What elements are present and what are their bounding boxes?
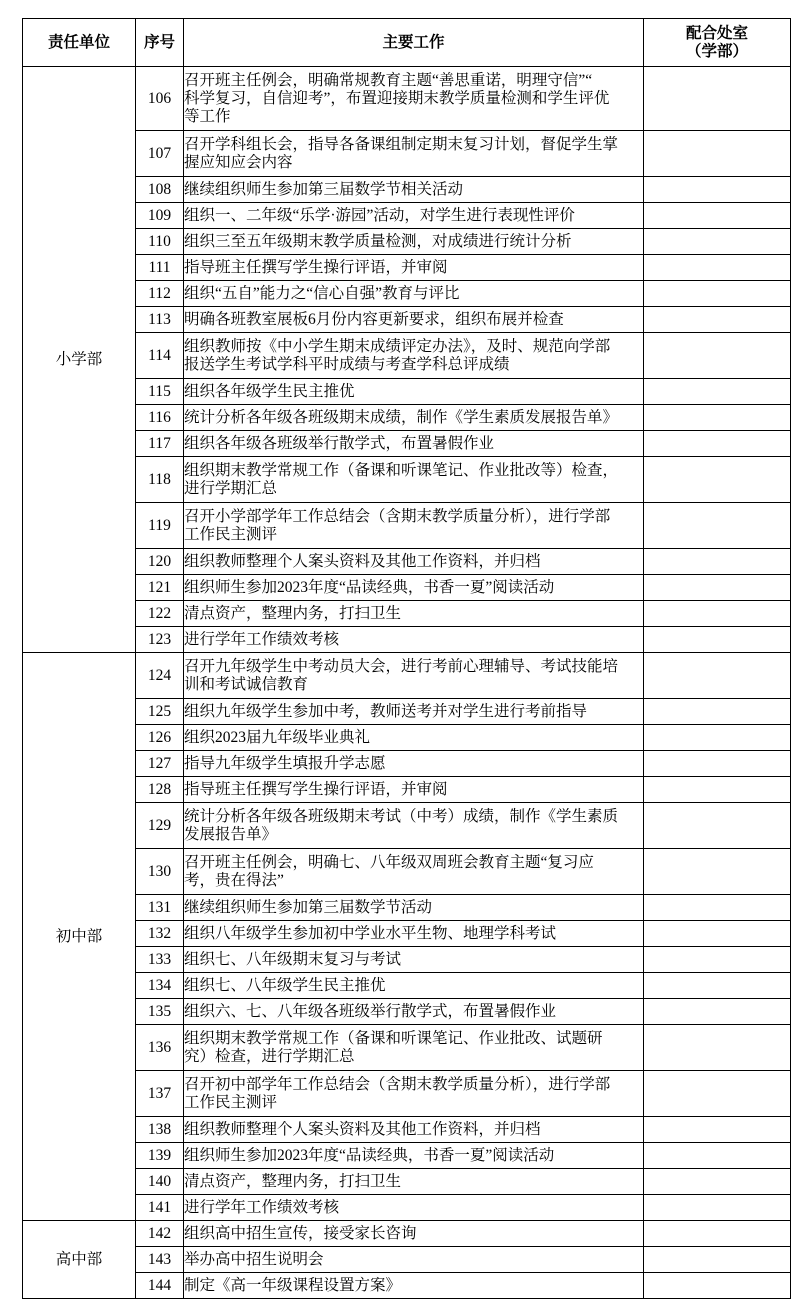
serial-number-cell: 125 — [136, 699, 184, 725]
serial-number-cell: 123 — [136, 627, 184, 653]
main-work-cell — [184, 431, 644, 457]
table-row — [23, 1025, 791, 1071]
serial-number-cell: 121 — [136, 575, 184, 601]
main-work-text-line: 召开小学部学年工作总结会（含期末教学质量分析），进行学部 — [184, 507, 611, 525]
main-work-cell — [184, 379, 644, 405]
table-row — [23, 177, 791, 203]
cooperating-office-cell — [644, 1221, 791, 1247]
main-work-text-line: 召开学科组长会，指导各备课组制定期末复习计划，督促学生掌 — [184, 135, 619, 153]
main-work-text-line: 组织期末教学常规工作（备课和听课笔记、作业批改等）检查， — [184, 461, 619, 479]
main-work-cell — [184, 255, 644, 281]
serial-number-cell: 144 — [136, 1273, 184, 1299]
main-work-text-line: 组织六、七、八年级各班级举行散学式，布置暑假作业 — [184, 1002, 557, 1020]
main-work-text-line: 组织期末教学常规工作（备课和听课笔记、作业批改、试题研 — [184, 1029, 603, 1047]
main-work-text-line: 召开九年级学生中考动员大会，进行考前心理辅导、考试技能培 — [184, 657, 619, 675]
table-row — [23, 229, 791, 255]
main-work-text-line: 召开初中部学年工作总结会（含期末教学质量分析），进行学部 — [184, 1075, 611, 1093]
serial-number-cell: 114 — [136, 333, 184, 379]
table-row — [23, 699, 791, 725]
main-work-cell — [184, 1143, 644, 1169]
table-row — [23, 575, 791, 601]
main-work-text-line: 清点资产，整理内务，打扫卫生 — [184, 1172, 402, 1190]
main-work-text-line: 组织一、二年级“乐学·游园”活动，对学生进行表现性评价 — [184, 206, 575, 224]
cooperating-office-cell — [644, 67, 791, 131]
main-work-text-line: 组织“五自”能力之“信心自强”教育与评比 — [184, 284, 460, 302]
serial-number-cell: 126 — [136, 725, 184, 751]
cooperating-office-cell — [644, 1117, 791, 1143]
main-work-text-line: 组织各年级各班级举行散学式，布置暑假作业 — [184, 434, 495, 452]
serial-number-cell: 138 — [136, 1117, 184, 1143]
serial-number-cell: 128 — [136, 777, 184, 803]
serial-number-cell: 127 — [136, 751, 184, 777]
cooperating-office-cell — [644, 803, 791, 849]
table-row — [23, 203, 791, 229]
main-work-cell — [184, 575, 644, 601]
main-work-text-line: 发展报告单》 — [184, 825, 278, 843]
header-row — [23, 19, 791, 67]
serial-number-cell: 136 — [136, 1025, 184, 1071]
table-row — [23, 549, 791, 575]
cooperating-office-cell — [644, 895, 791, 921]
main-work-cell — [184, 307, 644, 333]
table-row — [23, 67, 791, 131]
main-work-cell — [184, 1247, 644, 1273]
cooperating-office-cell — [644, 307, 791, 333]
responsible-unit-cell: 小学部 — [23, 67, 136, 653]
main-work-text-line: 组织七、八年级期末复习与考试 — [184, 950, 402, 968]
table-row — [23, 725, 791, 751]
cooperating-office-cell — [644, 601, 791, 627]
main-work-text-line: 组织教师整理个人案头资料及其他工作资料，并归档 — [184, 1120, 541, 1138]
serial-number-cell: 119 — [136, 503, 184, 549]
responsible-unit-cell: 初中部 — [23, 653, 136, 1221]
table-body — [23, 67, 791, 1299]
table-row — [23, 281, 791, 307]
header-cooperating-office-line: 配合处室 — [685, 24, 748, 42]
main-work-text-line: 科学复习，自信迎考”，布置迎接期末教学质量检测和学生评优 — [184, 89, 610, 107]
main-work-text-line: 制定《高一年级课程设置方案》 — [184, 1276, 402, 1294]
cooperating-office-cell — [644, 405, 791, 431]
main-work-text-line: 明确各班教室展板6月份内容更新要求，组织布展并检查 — [184, 310, 564, 328]
main-work-cell — [184, 803, 644, 849]
main-work-text-line: 组织八年级学生参加初中学业水平生物、地理学科考试 — [184, 924, 557, 942]
main-work-text-line: 组织教师按《中小学生期末成绩评定办法》，及时、规范向学部 — [184, 337, 611, 355]
serial-number-cell: 129 — [136, 803, 184, 849]
cooperating-office-cell — [644, 457, 791, 503]
cooperating-office-cell — [644, 1169, 791, 1195]
serial-number-cell: 142 — [136, 1221, 184, 1247]
serial-number-cell: 143 — [136, 1247, 184, 1273]
serial-number-cell: 139 — [136, 1143, 184, 1169]
cooperating-office-cell — [644, 777, 791, 803]
header-cooperating-office — [644, 19, 791, 67]
main-work-cell — [184, 999, 644, 1025]
main-work-text-line: 训和考试诚信教育 — [184, 675, 309, 693]
main-work-text-line: 工作民主测评 — [184, 525, 278, 543]
cooperating-office-cell — [644, 725, 791, 751]
main-work-cell — [184, 1025, 644, 1071]
main-work-cell — [184, 1221, 644, 1247]
cooperating-office-cell — [644, 1195, 791, 1221]
main-work-cell — [184, 947, 644, 973]
main-work-text-line: 组织师生参加2023年度“品读经典，书香一夏”阅读活动 — [184, 578, 555, 596]
table-row — [23, 1221, 791, 1247]
serial-number-cell: 130 — [136, 849, 184, 895]
main-work-text-line: 召开班主任例会，明确常规教育主题“善思重诺，明理守信”“ — [184, 71, 593, 89]
table-row — [23, 1071, 791, 1117]
table-row — [23, 849, 791, 895]
main-work-cell — [184, 895, 644, 921]
serial-number-cell: 112 — [136, 281, 184, 307]
cooperating-office-cell — [644, 627, 791, 653]
serial-number-cell: 120 — [136, 549, 184, 575]
table-row — [23, 653, 791, 699]
table-row — [23, 255, 791, 281]
main-work-text-line: 指导九年级学生填报升学志愿 — [184, 754, 386, 772]
serial-number-cell: 111 — [136, 255, 184, 281]
main-work-cell — [184, 333, 644, 379]
main-work-text-line: 召开班主任例会，明确七、八年级双周班会教育主题“复习应 — [184, 853, 594, 871]
serial-number-cell: 135 — [136, 999, 184, 1025]
table-row — [23, 131, 791, 177]
cooperating-office-cell — [644, 1273, 791, 1299]
table-row — [23, 973, 791, 999]
serial-number-cell: 118 — [136, 457, 184, 503]
serial-number-cell: 134 — [136, 973, 184, 999]
cooperating-office-cell — [644, 1071, 791, 1117]
main-work-text-line: 究）检查，进行学期汇总 — [184, 1047, 355, 1065]
main-work-cell — [184, 1117, 644, 1143]
main-work-text-line: 组织高中招生宣传，接受家长咨询 — [184, 1224, 417, 1242]
serial-number-cell: 117 — [136, 431, 184, 457]
cooperating-office-cell — [644, 1247, 791, 1273]
cooperating-office-cell — [644, 281, 791, 307]
cooperating-office-cell — [644, 131, 791, 177]
cooperating-office-cell — [644, 431, 791, 457]
main-work-cell — [184, 751, 644, 777]
serial-number-cell: 122 — [136, 601, 184, 627]
main-work-cell — [184, 921, 644, 947]
serial-number-cell: 116 — [136, 405, 184, 431]
main-work-text-line: 继续组织师生参加第三届数学节相关活动 — [184, 180, 464, 198]
main-work-text-line: 考，贵在得法” — [184, 871, 284, 889]
work-schedule-table — [22, 18, 791, 1299]
cooperating-office-cell — [644, 503, 791, 549]
main-work-cell — [184, 131, 644, 177]
main-work-text-line: 进行学年工作绩效考核 — [184, 630, 340, 648]
table-row — [23, 627, 791, 653]
main-work-cell — [184, 1273, 644, 1299]
main-work-cell — [184, 653, 644, 699]
cooperating-office-cell — [644, 849, 791, 895]
table-row — [23, 333, 791, 379]
header-cooperating-office-line: （学部） — [685, 42, 748, 60]
cooperating-office-cell — [644, 255, 791, 281]
table-row — [23, 803, 791, 849]
cooperating-office-cell — [644, 379, 791, 405]
main-work-cell — [184, 457, 644, 503]
table-row — [23, 1247, 791, 1273]
table-row — [23, 431, 791, 457]
table-row — [23, 405, 791, 431]
serial-number-cell: 106 — [136, 67, 184, 131]
main-work-cell — [184, 549, 644, 575]
table-row — [23, 921, 791, 947]
main-work-text-line: 指导班主任撰写学生操行评语，并审阅 — [184, 780, 448, 798]
table-row — [23, 379, 791, 405]
main-work-text-line: 组织各年级学生民主推优 — [184, 382, 355, 400]
serial-number-cell: 124 — [136, 653, 184, 699]
main-work-text-line: 统计分析各年级各班级期末考试（中考）成绩，制作《学生素质 — [184, 807, 619, 825]
main-work-text-line: 组织三至五年级期末教学质量检测，对成绩进行统计分析 — [184, 232, 572, 250]
main-work-cell — [184, 405, 644, 431]
main-work-cell — [184, 973, 644, 999]
main-work-text-line: 等工作 — [184, 107, 231, 125]
cooperating-office-cell — [644, 575, 791, 601]
main-work-cell — [184, 177, 644, 203]
table-row — [23, 601, 791, 627]
serial-number-cell: 137 — [136, 1071, 184, 1117]
serial-number-cell: 109 — [136, 203, 184, 229]
table-row — [23, 307, 791, 333]
main-work-text-line: 报送学生考试学科平时成绩与考查学科总评成绩 — [184, 355, 510, 373]
main-work-cell — [184, 699, 644, 725]
cooperating-office-cell — [644, 203, 791, 229]
main-work-cell — [184, 503, 644, 549]
header-serial-number: 序号 — [136, 19, 184, 67]
cooperating-office-cell — [644, 699, 791, 725]
main-work-text-line: 组织教师整理个人案头资料及其他工作资料，并归档 — [184, 552, 541, 570]
cooperating-office-cell — [644, 1143, 791, 1169]
main-work-text-line: 举办高中招生说明会 — [184, 1250, 324, 1268]
main-work-cell — [184, 725, 644, 751]
cooperating-office-cell — [644, 653, 791, 699]
cooperating-office-cell — [644, 947, 791, 973]
table-row — [23, 1273, 791, 1299]
serial-number-cell: 115 — [136, 379, 184, 405]
table-row — [23, 1169, 791, 1195]
main-work-cell — [184, 601, 644, 627]
cooperating-office-cell — [644, 999, 791, 1025]
header-responsible-unit: 责任单位 — [23, 19, 136, 67]
cooperating-office-cell — [644, 333, 791, 379]
serial-number-cell: 108 — [136, 177, 184, 203]
table-row — [23, 1117, 791, 1143]
table-row — [23, 1195, 791, 1221]
cooperating-office-cell — [644, 973, 791, 999]
table-row — [23, 751, 791, 777]
main-work-cell — [184, 777, 644, 803]
main-work-cell — [184, 1071, 644, 1117]
main-work-text-line: 组织2023届九年级毕业典礼 — [184, 728, 371, 746]
main-work-cell — [184, 281, 644, 307]
main-work-cell — [184, 849, 644, 895]
serial-number-cell: 131 — [136, 895, 184, 921]
responsible-unit-cell: 高中部 — [23, 1221, 136, 1299]
main-work-text-line: 指导班主任撰写学生操行评语，并审阅 — [184, 258, 448, 276]
serial-number-cell: 141 — [136, 1195, 184, 1221]
cooperating-office-cell — [644, 1025, 791, 1071]
serial-number-cell: 113 — [136, 307, 184, 333]
main-work-text-line: 握应知应会内容 — [184, 153, 293, 171]
table-row — [23, 895, 791, 921]
main-work-text-line: 继续组织师生参加第三届数学节活动 — [184, 898, 433, 916]
cooperating-office-cell — [644, 229, 791, 255]
serial-number-cell: 107 — [136, 131, 184, 177]
serial-number-cell: 132 — [136, 921, 184, 947]
table-row — [23, 503, 791, 549]
cooperating-office-cell — [644, 751, 791, 777]
table-row — [23, 999, 791, 1025]
main-work-cell — [184, 1195, 644, 1221]
main-work-text-line: 组织九年级学生参加中考，教师送考并对学生进行考前指导 — [184, 702, 588, 720]
serial-number-cell: 133 — [136, 947, 184, 973]
serial-number-cell: 140 — [136, 1169, 184, 1195]
main-work-cell — [184, 1169, 644, 1195]
table-row — [23, 947, 791, 973]
table-row — [23, 777, 791, 803]
main-work-text-line: 工作民主测评 — [184, 1093, 278, 1111]
main-work-text-line: 进行学期汇总 — [184, 479, 278, 497]
main-work-text-line: 清点资产，整理内务，打扫卫生 — [184, 604, 402, 622]
table-row — [23, 1143, 791, 1169]
cooperating-office-cell — [644, 921, 791, 947]
main-work-text-line: 组织师生参加2023年度“品读经典，书香一夏”阅读活动 — [184, 1146, 555, 1164]
main-work-text-line: 组织七、八年级学生民主推优 — [184, 976, 386, 994]
main-work-cell — [184, 229, 644, 255]
main-work-cell — [184, 627, 644, 653]
main-work-text-line: 统计分析各年级各班级期末成绩，制作《学生素质发展报告单》 — [184, 408, 619, 426]
cooperating-office-cell — [644, 177, 791, 203]
main-work-cell — [184, 203, 644, 229]
main-work-cell — [184, 67, 644, 131]
header-main-work: 主要工作 — [184, 19, 644, 67]
main-work-text-line: 进行学年工作绩效考核 — [184, 1198, 340, 1216]
table-row — [23, 457, 791, 503]
cooperating-office-cell — [644, 549, 791, 575]
serial-number-cell: 110 — [136, 229, 184, 255]
